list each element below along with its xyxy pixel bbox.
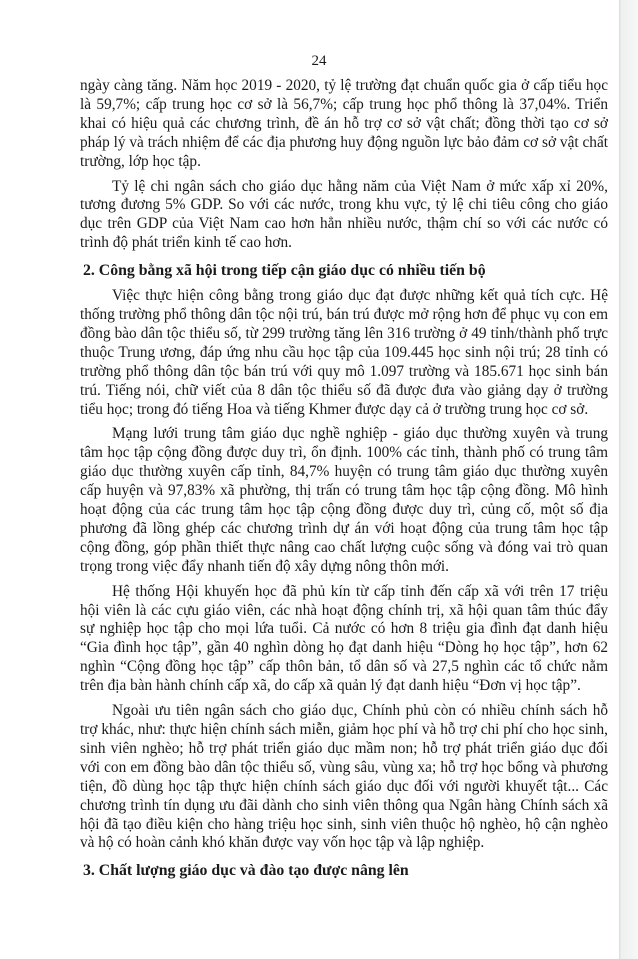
text-line: trình độ phát triển kinh tế cao hơn. bbox=[80, 234, 292, 252]
text-line: thống trường phổ thông dân tộc nội trú, bán trú được mở rộng hơn để phục vụ con em bbox=[80, 305, 608, 323]
text-line: khai có hiệu quả các chương trình, đề án hỗ trợ cơ sở vật chất; đồng thời tạo cơ sở bbox=[80, 114, 608, 132]
paragraph bbox=[80, 425, 608, 576]
text-line: tương đương 5% GDP. So với các nước, trong khu vực, tỷ lệ chi tiêu công cho giáo bbox=[80, 196, 608, 214]
paragraph bbox=[80, 287, 608, 419]
text-line: sinh viên nghèo; hỗ trợ phát triển giáo dục mầm non; hỗ trợ phát triển giáo dục đối bbox=[80, 739, 608, 757]
text-line: hoạt động của các trung tâm học tập cộng đồng được duy trì, củng cố, một số địa bbox=[80, 501, 608, 519]
text-line: trợ khác, như: thực hiện chính sách miễn, giảm học phí và hỗ trợ chi phí cho học sinh, bbox=[80, 721, 608, 738]
text-line: hội đã tạo điều kiện cho hàng triệu học sinh, sinh viên thuộc hộ nghèo, hộ cận nghèo bbox=[80, 815, 608, 833]
section-heading: 2. Công bằng xã hội trong tiếp cận giáo dục có nhiều tiến bộ bbox=[83, 262, 486, 280]
text-line: trọng trong việc đẩy nhanh tiến độ xây dựng nông thôn mới. bbox=[80, 557, 449, 575]
text-line: cộng đồng, góp phần thiết thực nâng cao chất lượng cuộc sống và đóng vai trò quan bbox=[80, 538, 608, 556]
paragraph bbox=[80, 178, 608, 254]
text-line: tiện, đồ dùng học tập thực hiện chính sách giáo dục đối với người khuyết tật... Các bbox=[80, 777, 608, 795]
document-body bbox=[80, 77, 608, 884]
text-line: tâm học tập cộng đồng được duy trì, ổn định. 100% các tỉnh, thành phố có trung tâm bbox=[80, 444, 608, 462]
text-line: cấp huyện và 97,83% xã phường, thị trấn có trung tâm học tập cộng đồng. Mô hình bbox=[80, 482, 608, 500]
text-line: ngày càng tăng. Năm học 2019 - 2020, tỷ lệ trường đạt chuẩn quốc gia ở cấp tiểu học bbox=[80, 77, 608, 94]
text-line: thuộc Trung ương, đáp ứng nhu cầu học tập của 109.445 học sinh nội trú; 28 tỉnh có bbox=[80, 343, 608, 361]
text-line: Việc thực hiện công bằng trong giáo dục đạt được những kết quả tích cực. Hệ bbox=[112, 287, 608, 305]
text-line: với con em đồng bào dân tộc thiểu số, vùng sâu, vùng xa; hỗ trợ học bổng và phương bbox=[80, 758, 608, 776]
text-line: trú. Tiếng nói, chữ viết của 8 dân tộc thiểu số đã được đưa vào giảng dạy ở trường bbox=[80, 381, 608, 399]
text-line: pháp lý và trách nhiệm để các địa phương huy động nguồn lực bảo đảm cơ sở vật chất bbox=[80, 133, 608, 151]
page-number: 24 bbox=[311, 53, 327, 69]
text-line: hội viên là các cựu giáo viên, các nhà hoạt động chính trị, xã hội quan tâm thúc đẩy bbox=[80, 601, 608, 619]
text-line: trên địa bàn hành chính cấp xã, do cấp xã quản lý đạt danh hiệu “Đơn vị học tập”. bbox=[80, 677, 581, 695]
text-line: Ngoài ưu tiên ngân sách cho giáo dục, Chính phủ còn có nhiều chính sách hỗ bbox=[112, 702, 608, 720]
text-line: Mạng lưới trung tâm giáo dục nghề nghiệp - giáo dục thường xuyên và trung bbox=[112, 425, 608, 443]
text-line: phương đã lồng ghép các chương trình dự án với hoạt động của trung tâm học tập bbox=[80, 519, 608, 537]
text-line: đồng bào dân tộc thiểu số, từ 299 trường tăng lên 316 trường ở 49 tỉnh/thành phố trực bbox=[80, 324, 608, 342]
section-heading: 3. Chất lượng giáo dục và đào tạo được nâng lên bbox=[83, 862, 409, 880]
text-line: sự nghiệp học tập cho mọi lứa tuổi. Cả nước có hơn 8 triệu gia đình đạt danh hiệu bbox=[80, 620, 608, 638]
paragraph bbox=[80, 77, 608, 172]
text-line: trường phổ thông dân tộc bán trú với quy mô 1.097 trường và 185.671 học sinh bán bbox=[80, 362, 608, 380]
paragraph bbox=[80, 583, 608, 696]
text-line: tiểu học; trong đó tiếng Hoa và tiếng Khmer được dạy cả ở trường trung học cơ sở. bbox=[80, 400, 589, 418]
text-line: giáo dục thường xuyên cấp tỉnh, 84,7% huyện có trung tâm giáo dục thường xuyên bbox=[80, 463, 608, 481]
text-line: chương trình tín dụng ưu đãi dành cho sinh viên thông qua Ngân hàng Chính sách xã bbox=[80, 796, 608, 814]
text-line: Hệ thống Hội khuyến học đã phủ kín từ cấp tỉnh đến cấp xã với trên 17 triệu bbox=[112, 582, 608, 600]
text-line: nghìn “Cộng đồng học tập” cấp thôn bản, tổ dân số và 27,5 nghìn các tổ chức nằm bbox=[80, 658, 608, 676]
text-line: và hộ có hoàn cảnh khó khăn được vay vốn học tập và lập nghiệp. bbox=[80, 834, 485, 852]
text-line: dục trên GDP của Việt Nam cao hơn hẳn nhiều nước, thậm chí so với các nước có bbox=[80, 215, 608, 233]
text-line: là 59,7%; cấp trung học cơ sở là 56,7%; cấp trung học phổ thông là 37,04%. Triển bbox=[80, 95, 608, 113]
scan-edge bbox=[619, 0, 638, 959]
text-line: Tỷ lệ chi ngân sách cho giáo dục hằng năm của Việt Nam ở mức xấp xỉ 20%, bbox=[112, 177, 608, 195]
paragraph bbox=[80, 702, 608, 853]
text-line: “Gia đình học tập”, gần 40 nghìn dòng họ đạt danh hiệu “Dòng họ học tập”, hơn 62 bbox=[80, 639, 608, 657]
text-line: trường, lớp học tập. bbox=[80, 152, 201, 170]
